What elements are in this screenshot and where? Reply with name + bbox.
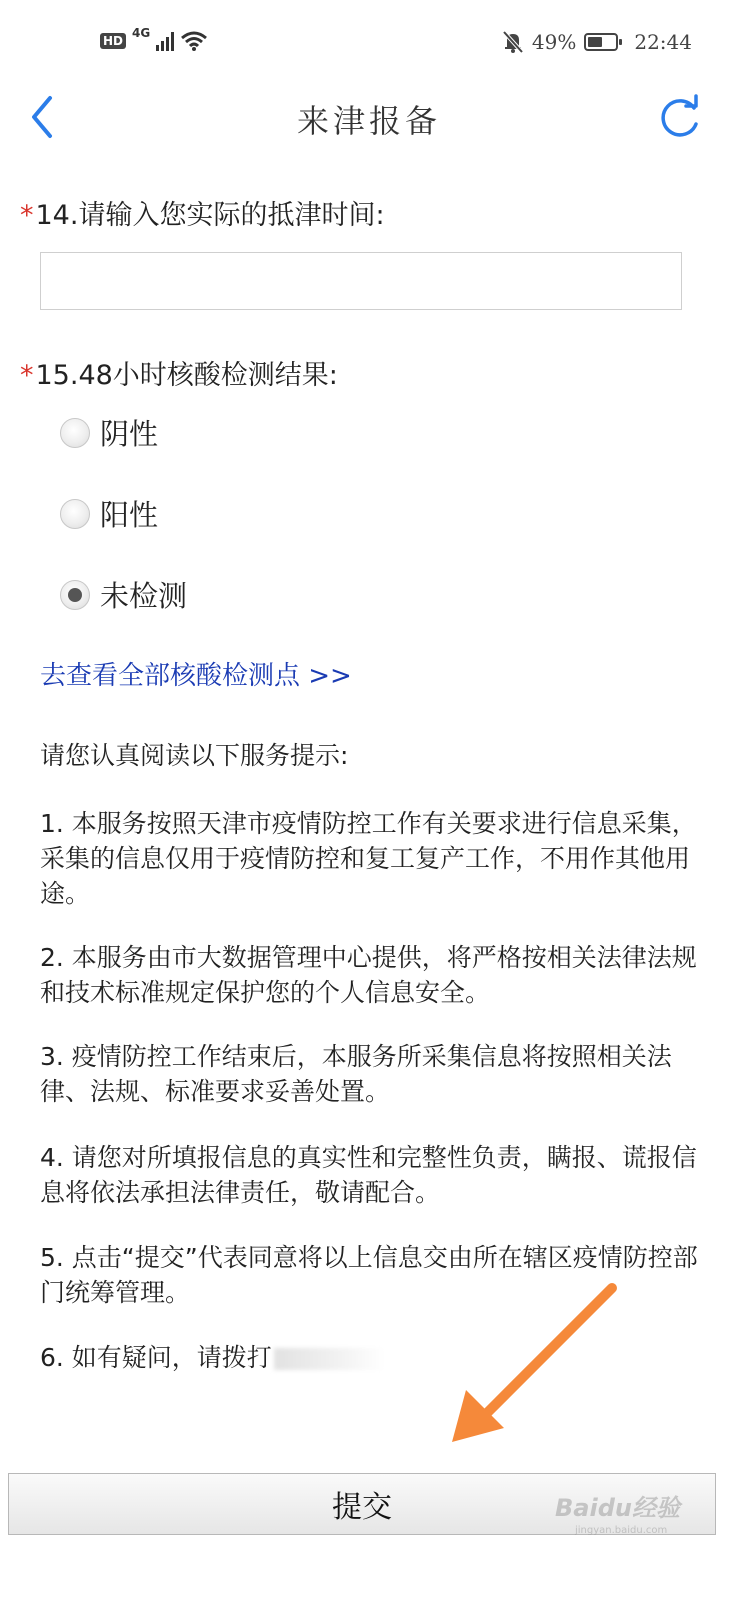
- radio-label: 阳性: [100, 498, 159, 532]
- arrival-time-input[interactable]: [40, 252, 682, 310]
- wifi-icon: [180, 30, 208, 52]
- required-mark: *: [20, 200, 34, 231]
- watermark: [555, 1488, 680, 1536]
- battery-percent: 49%: [531, 30, 577, 54]
- radio-label: 未检测: [100, 579, 188, 613]
- notice-item-6-text: 6. 如有疑问，请拨打: [40, 1343, 272, 1372]
- refresh-button[interactable]: [658, 94, 702, 140]
- redacted-phone: [274, 1348, 384, 1370]
- submit-button[interactable]: 提交: [8, 1473, 716, 1535]
- notice-item-3: 3. 疫情防控工作结束后，本服务所采集信息将按照相关法律、法规、标准要求妥善处置。: [40, 1042, 672, 1106]
- required-mark: *: [20, 360, 34, 391]
- radio-button[interactable]: [60, 418, 90, 448]
- battery-icon: [584, 33, 618, 51]
- refresh-icon: [663, 96, 696, 135]
- radio-button[interactable]: [60, 499, 90, 529]
- radio-option-negative[interactable]: [60, 412, 158, 453]
- radio-option-positive[interactable]: [60, 493, 158, 534]
- notice-item-2: 2. 本服务由市大数据管理中心提供，将严格按相关法律法规和技术标准规定保护您的个人信息安全。: [40, 943, 697, 1007]
- notice-item-4: 4. 请您对所填报信息的真实性和完整性负责，瞒报、谎报信息将依法承担法律责任，敬请配合。: [40, 1143, 697, 1207]
- status-left: [100, 26, 208, 52]
- notice-intro: 请您认真阅读以下服务提示:: [40, 741, 349, 770]
- question-15-text: 15.48小时核酸检测结果:: [35, 360, 338, 391]
- radio-button-selected[interactable]: [60, 580, 90, 610]
- status-right: [502, 30, 692, 54]
- question-15-label: [20, 353, 338, 392]
- watermark-text: Baidu经验: [555, 1494, 680, 1522]
- question-14-text: 14.请输入您实际的抵津时间:: [35, 200, 385, 231]
- signal-icon: [156, 31, 174, 51]
- mute-bell-icon: [502, 30, 524, 54]
- annotation-arrow: [440, 1280, 640, 1450]
- page-title: 来津报备: [296, 102, 441, 140]
- clock: 22:44: [634, 30, 692, 54]
- view-test-sites-link[interactable]: 去查看全部核酸检测点 >>: [40, 661, 352, 691]
- question-14-label: [20, 193, 385, 232]
- hd-badge: HD: [100, 33, 126, 49]
- notice-item-5: 5. 点击“提交”代表同意将以上信息交由所在辖区疫情防控部门统筹管理。: [40, 1243, 698, 1307]
- network-type: 4G: [132, 26, 151, 40]
- watermark-sub: jingyan.baidu.com: [575, 1525, 668, 1536]
- notice-item-1: 1. 本服务按照天津市疫情防控工作有关要求进行信息采集，采集的信息仅用于疫情防控和复工复产工作，不用作其他用途。: [40, 809, 697, 908]
- status-bar: [0, 0, 738, 92]
- radio-label: 阴性: [100, 417, 159, 451]
- radio-option-not-tested[interactable]: [60, 574, 187, 615]
